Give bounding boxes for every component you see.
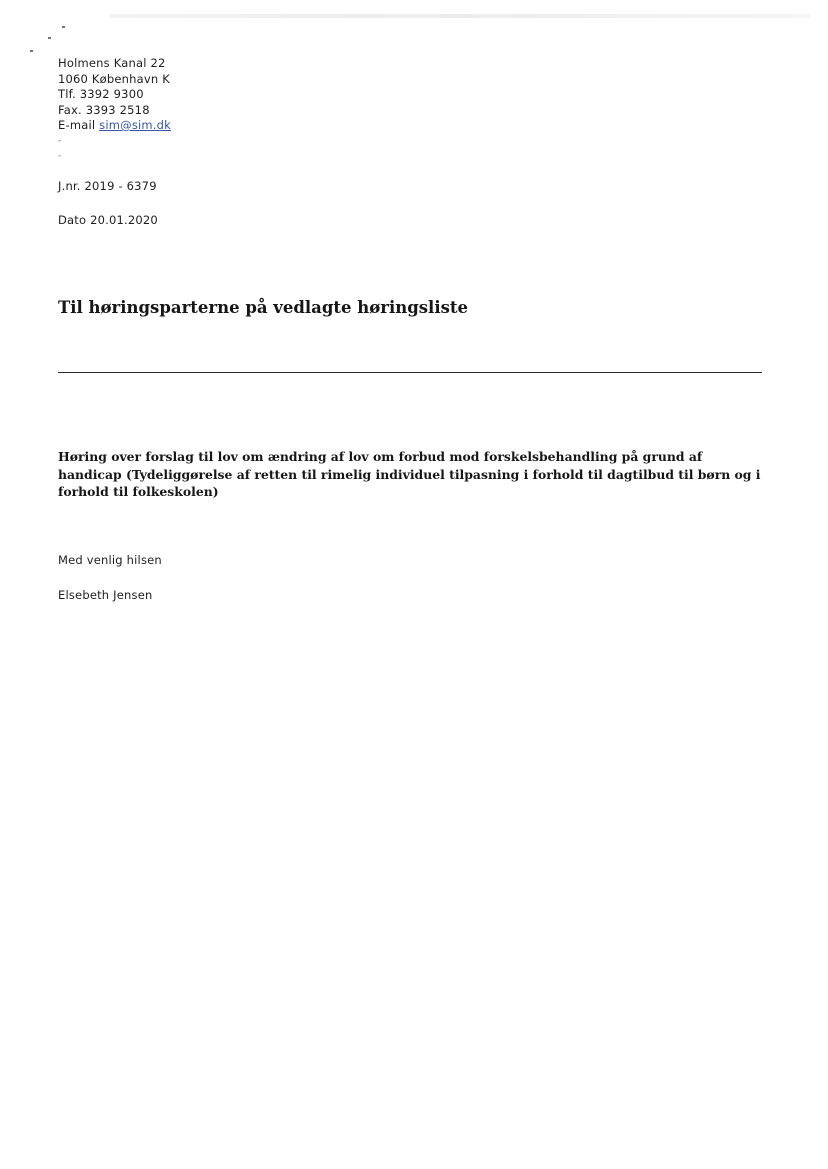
- scan-artifact-top: [110, 14, 810, 18]
- sender-address-block: [58, 56, 171, 165]
- separator-dash: -: [58, 135, 62, 146]
- sender-phone: Tlf. 3392 9300: [58, 87, 144, 101]
- scan-artifact-mark: [62, 26, 65, 28]
- scan-artifact-mark: [30, 50, 33, 52]
- closing-greeting: Med venlig hilsen: [58, 553, 162, 567]
- journal-number: J.nr. 2019 - 6379: [58, 179, 157, 193]
- letter-subject: Høring over forslag til lov om ændring af lov om forbud mod forskelsbehandling på grund af handicap (Tydeliggørelse af retten til rimelig individuel tilpasning i forhold til dagtilbud til børn og i forhold til folkeskolen): [58, 449, 761, 499]
- sender-email-label: E-mail: [58, 118, 100, 132]
- sender-email-link[interactable]: sim@sim.dk: [99, 118, 172, 132]
- letter-date: Dato 20.01.2020: [58, 213, 158, 227]
- sender-fax: Fax. 3393 2518: [58, 102, 150, 117]
- scan-artifact-mark: [48, 37, 51, 39]
- sender-postal-city: 1060 København K: [58, 71, 170, 86]
- horizontal-rule: [58, 372, 762, 373]
- recipient-heading: Til høringsparterne på vedlagte høringsliste: [58, 298, 469, 317]
- separator-dash: -: [58, 151, 62, 161]
- sender-street: Holmens Kanal 22: [58, 56, 166, 70]
- signature-name: Elsebeth Jensen: [58, 588, 153, 602]
- sender-email-line: [58, 118, 171, 134]
